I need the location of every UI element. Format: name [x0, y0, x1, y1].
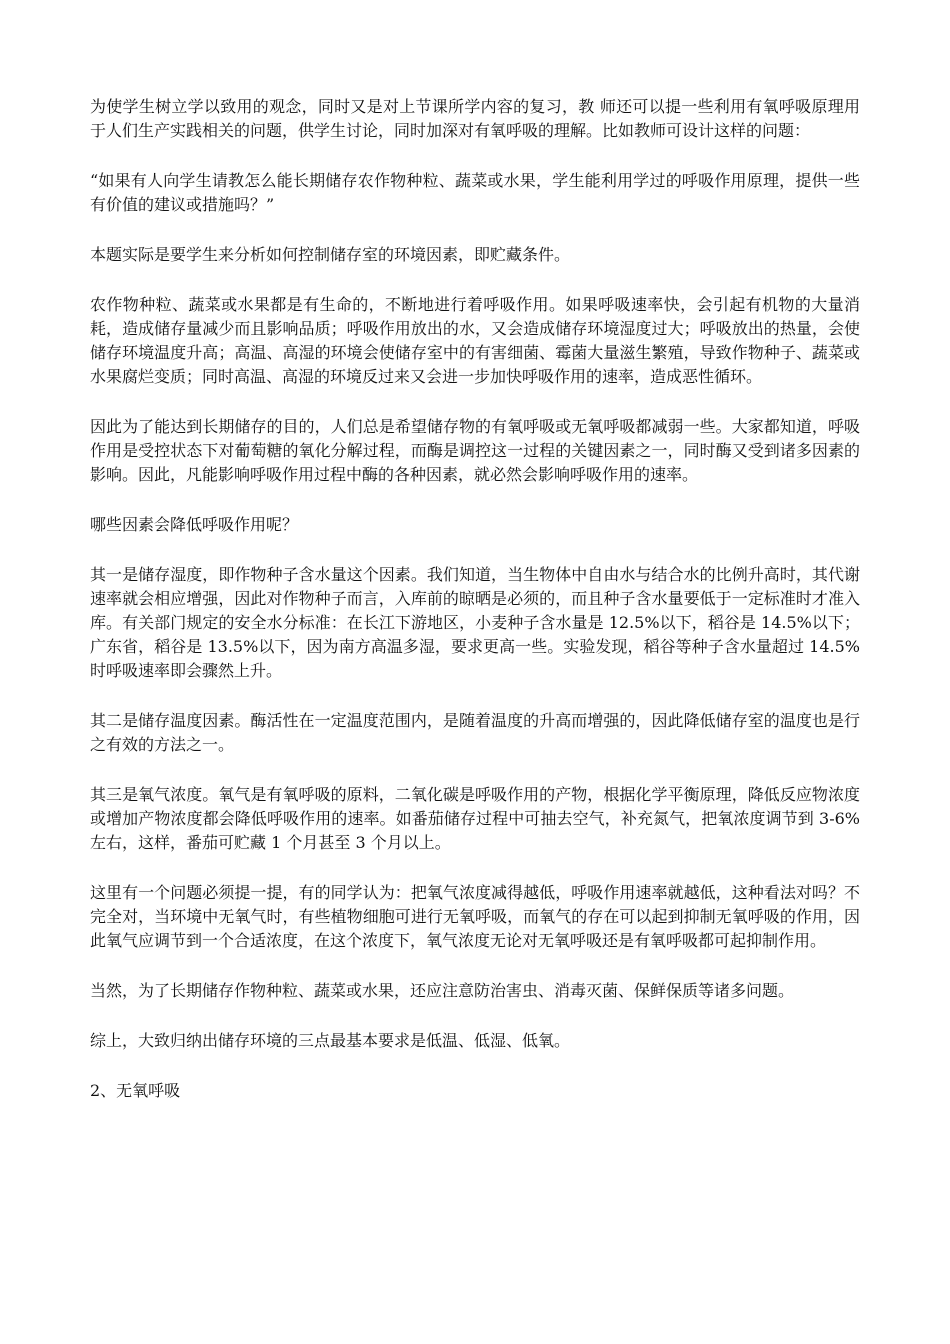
paragraph-factors-question: 哪些因素会降低呼吸作用呢？ [90, 515, 299, 534]
document-body [90, 95, 860, 1129]
paragraph-oxygen-note: 这里有一个问题必须提一提，有的同学认为：把氧气浓度减得越低，呼吸作用速率就越低，这种看法对吗？不完全对，当环境中无氧气时，有些植物细胞可进行无氧呼吸，而氧气的存在可以起到抑制无氧呼吸的作用，因此氧气应调节到一个合适浓度，在这个浓度下，氧气浓度无论对无氧呼吸还是有氧呼吸都可起抑制作用。 [90, 883, 860, 950]
paragraph-storage-goal: 因此为了能达到长期储存的目的，人们总是希望储存物的有氧呼吸或无氧呼吸都减弱一些。大家都知道，呼吸作用是受控状态下对葡萄糖的氧化分解过程，而酶是调控这一过程的关键因素之一，同时酶又受到诸多因素的影响。因此，凡能影响呼吸作用过程中酶的各种因素，就必然会影响呼吸作用的速率。 [90, 417, 860, 484]
paragraph-summary: 综上，大致归纳出储存环境的三点最基本要求是低温、低湿、低氧。 [90, 1031, 571, 1050]
paragraph-factor-oxygen: 其三是氧气浓度。氧气是有氧呼吸的原料，二氧化碳是呼吸作用的产物，根据化学平衡原理，降低反应物浓度或增加产物浓度都会降低呼吸作用的速率。如番茄储存过程中可抽去空气，补充氮气，把氧浓度调节到 3-6%左右，这样，番茄可贮藏 1 个月甚至 3 个月以上。 [90, 785, 860, 852]
paragraph-other-issues: 当然，为了长期储存作物种粒、蔬菜或水果，还应注意防治害虫、消毒灭菌、保鲜保质等诸多问题。 [90, 981, 795, 1000]
section-heading-anaerobic: 2、无氧呼吸 [90, 1081, 181, 1100]
paragraph-intro: 为使学生树立学以致用的观念，同时又是对上节课所学内容的复习，教 师还可以提一些利用有氧呼吸原理用于人们生产实践相关的问题，供学生讨论，同时加深对有氧呼吸的理解。比如教师可设计这样的问题： [90, 97, 860, 140]
paragraph-factor-humidity: 其一是储存湿度，即作物种子含水量这个因素。我们知道，当生物体中自由水与结合水的比例升高时，其代谢速率就会相应增强，因此对作物种子而言，入库前的晾晒是必须的，而且种子含水量要低于一定标准时才准入库。有关部门规定的安全水分标准：在长江下游地区，小麦种子含水量是 12.5%以下，稻谷是 14.5%以下；广东省，稻谷是 13.5%以下，因为南方高温多湿，要求更高一些。实验发现，稻谷等种子含水量超过 14.5%时呼吸速率即会骤然上升。 [90, 565, 860, 680]
paragraph-factor-temperature: 其二是储存温度因素。酶活性在一定温度范围内，是随着温度的升高而增强的，因此降低储存室的温度也是行之有效的方法之一。 [90, 711, 860, 754]
paragraph-question: “如果有人向学生请教怎么能长期储存农作物种粒、蔬菜或水果，学生能利用学过的呼吸作用原理，提供一些有价值的建议或措施吗？” [90, 171, 860, 214]
paragraph-analysis: 本题实际是要学生来分析如何控制储存室的环境因素，即贮藏条件。 [90, 245, 571, 264]
paragraph-respiration-effects: 农作物种粒、蔬菜或水果都是有生命的，不断地进行着呼吸作用。如果呼吸速率快，会引起有机物的大量消耗，造成储存量减少而且影响品质；呼吸作用放出的水，又会造成储存环境湿度过大；呼吸放出的热量，会使储存环境温度升高；高温、高湿的环境会使储存室中的有害细菌、霉菌大量滋生繁殖，导致作物种子、蔬菜或水果腐烂变质；同时高温、高湿的环境反过来又会进一步加快呼吸作用的速率，造成恶性循环。 [90, 295, 860, 386]
